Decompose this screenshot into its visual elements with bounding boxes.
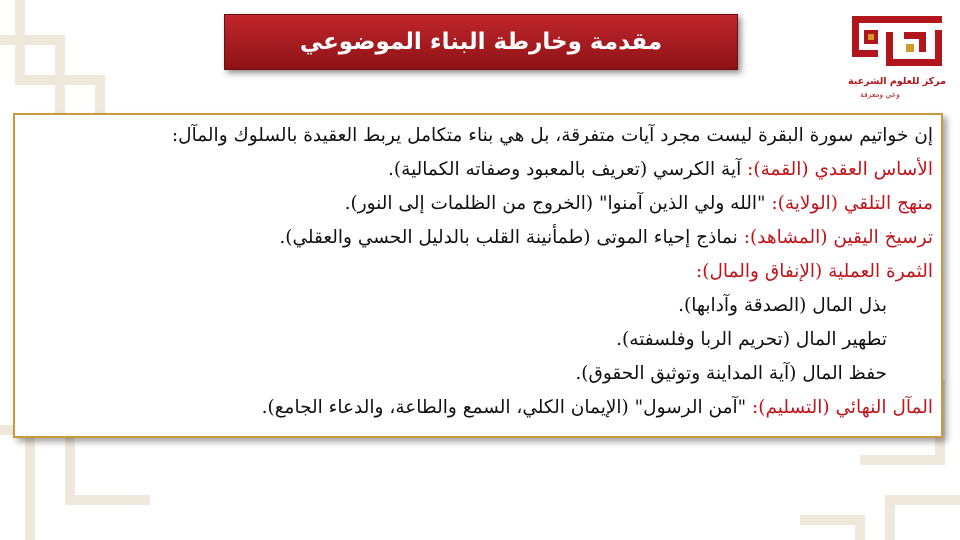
final-text: "آمن الرسول" (الإيمان الكلي، السمع والطاعة، والدعاء الجامع). [261,397,753,418]
point-line [25,153,933,187]
point-line [25,221,933,255]
point-text: نماذج إحياء الموتى (طمأنينة القلب بالدليل الحسي والعقلي). [279,227,744,248]
intro-line [25,119,933,153]
intro-text: إن خواتيم سورة البقرة ليست مجرد آيات متفرقة، بل هي بناء متكامل يربط العقيدة بالسلوك والمآل: [171,125,933,146]
point-line [25,187,933,221]
ihkam-logo-mark [846,10,948,72]
point-text: "الله ولي الذين آمنوا" (الخروج من الظلمات إلى النور). [344,193,772,214]
logo-tagline-secondary: وعي ومعرفة [860,90,900,99]
content-box [13,113,943,438]
final-line [25,391,933,425]
logo [842,6,952,106]
point-label: الأساس العقدي (القمة): [747,159,933,180]
subpoint-line: حفظ المال (آية المداينة وتوثيق الحقوق). [575,363,887,384]
slide-title: مقدمة وخارطة البناء الموضوعي [224,14,738,70]
logo-tagline: مركز للعلوم الشرعية [848,76,946,87]
final-label: المآل النهائي (التسليم): [752,397,933,418]
point-line [25,255,933,289]
subpoint-line: تطهير المال (تحريم الربا وفلسفته). [616,329,887,350]
point-text: آية الكرسي (تعريف بالمعبود وصفاته الكمالية). [388,159,748,180]
subpoint-line: بذل المال (الصدقة وآدابها). [678,295,887,316]
point-label: ترسيخ اليقين (المشاهد): [743,227,933,248]
point-label: منهج التلقي (الولاية): [771,193,933,214]
point-label: الثمرة العملية (الإنفاق والمال): [696,261,933,282]
